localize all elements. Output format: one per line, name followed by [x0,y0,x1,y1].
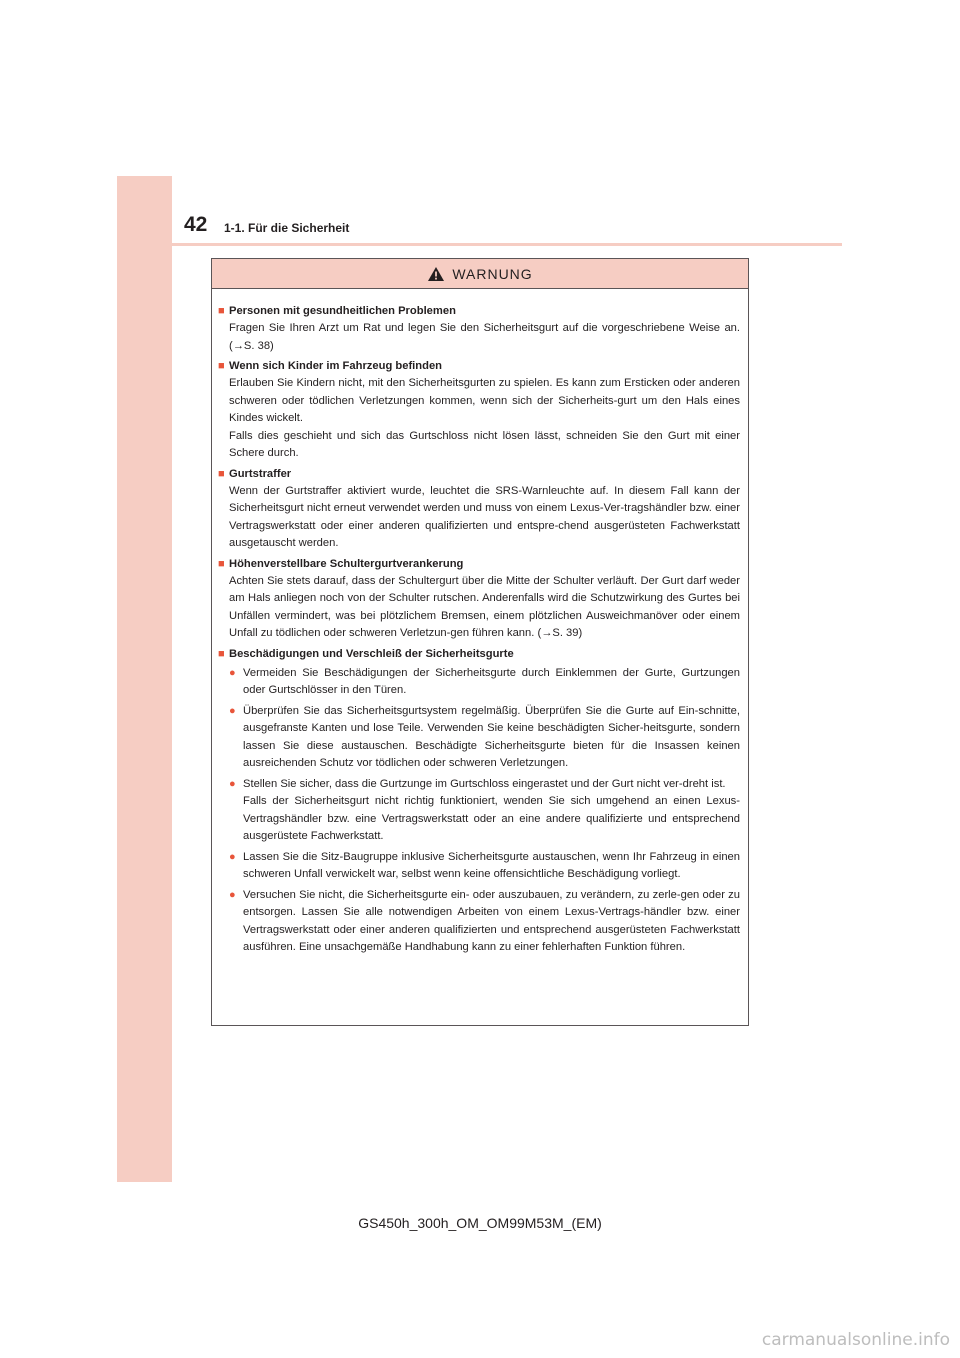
warning-title: WARNUNG [452,265,533,282]
sub-item: ● Vermeiden Sie Beschädigungen der Sicherheitsgurte durch Einklemmen der Gurte, Gurtzungen oder Gurtschlösser in den Türen. [218,665,740,700]
circle-bullet-icon: ● [229,850,236,863]
warning-triangle-icon [427,266,445,282]
warning-item-damage [218,646,740,957]
item-text: Fragen Sie Ihren Arzt um Rat und legen Sie den Sicherheitsgurt auf die vorgeschriebene Weise an. (→S. 38) [229,322,740,352]
watermark-link[interactable]: carmanualsonline.info [761,1330,950,1350]
warning-item-children [218,358,740,463]
circle-bullet-icon: ● [229,666,236,679]
square-bullet-icon: ■ [218,467,225,480]
item-text: Achten Sie stets darauf, dass der Schultergurt über die Mitte der Schulter verläuft. Der Gurt darf weder am Hals anliegen noch von der Schulter rutschen. Anderenfalls wird die Schutzwirkung des Gurtes bei Unfällen vermindert, was bei plötzlichem Bremsen, einem plötzlichen Ausweichmanöver oder einem Unfall zu tödlichen oder schweren Verletzun-gen führen kann. (→S. 39) [229,574,740,639]
header-divider [172,243,842,246]
warning-item-health [218,303,740,355]
warning-item-pretensioner [218,466,740,553]
square-bullet-icon: ■ [218,647,225,660]
side-color-band [117,176,172,1182]
item-heading: Höhenverstellbare Schultergurtverankerung [229,557,464,570]
item-text: Erlauben Sie Kindern nicht, mit den Sicherheitsgurten zu spielen. Es kann zum Ersticken oder anderen schweren oder tödlichen Verletzungen kommen, wenn sich der Sicherheits-gurt um den Hals eines Kindes wickelt. [229,377,740,424]
circle-bullet-icon: ● [229,704,236,717]
sub-item: ● Überprüfen Sie das Sicherheitsgurtsystem regelmäßig. Überprüfen Sie die Gurte auf Ein-schnitte, ausgefranste Kanten und lose Teile. Verwenden Sie keine beschädigten Sicher-heitsgurte, sondern lassen Sie diese austauschen. Beschädigte Sicherheitsgurte bieten für die Insassen keinen ausreichenden Schutz vor tödlichen oder schweren Verletzungen. [218,703,740,773]
item-text: Falls dies geschieht und sich das Gurtschloss nicht lösen lässt, schneiden Sie den Gurt mit einer Schere durch. [229,429,740,459]
document-code: GS450h_300h_OM_OM99M53M_(EM) [358,1215,602,1231]
sub-item: ● Versuchen Sie nicht, die Sicherheitsgurte ein- oder auszubauen, zu verändern, zu zerle-gen oder zu entsorgen. Lassen Sie alle notwendigen Arbeiten von einem Lexus-Vertrags-händler bzw. einer Vertragswerkstatt oder einer anderen qualifizierten und entsprechend ausgerüsteten Fachwerkstatt ausführen. Eine unsachgemäße Handhabung kann zu einer fehlerhaften Funktion führen. [218,887,740,957]
item-heading: Personen mit gesundheitlichen Problemen [229,305,456,317]
page-number: 42 [184,213,208,236]
square-bullet-icon: ■ [218,557,225,570]
circle-bullet-icon: ● [229,888,236,901]
item-heading: Beschädigungen und Verschleiß der Sicherheitsgurte [229,647,514,660]
sub-item-continued: Falls der Sicherheitsgurt nicht richtig funktioniert, wenden Sie sich umgehend an einen Lexus-Vertragshändler bzw. eine Vertragswerkstatt oder an eine andere qualifizierte und entsprechend ausgerüstete Fachwerkstatt. [243,795,740,842]
sub-item: ● Stellen Sie sicher, dass die Gurtzunge im Gurtschloss eingerastet und der Gurt nicht ver-dreht ist. [218,776,740,794]
square-bullet-icon: ■ [218,305,225,317]
warning-body [212,289,748,957]
item-text: Wenn der Gurtstraffer aktiviert wurde, leuchtet die SRS-Warnleuchte auf. In diesem Fall kann der Sicherheitsgurt nicht erneut verwendet werden und muss von einem Lexus-Ver-tragshändler bzw. einer Vertragswerkstatt oder einer anderen qualifizierten und entspre-chend ausgerüsteten Fachwerkstatt ausgetauscht werden. [229,484,740,549]
warning-header [212,259,748,289]
section-title: 1-1. Für die Sicherheit [224,221,350,235]
circle-bullet-icon: ● [229,777,236,790]
item-heading: Wenn sich Kinder im Fahrzeug befinden [229,360,442,372]
sub-item: ● Lassen Sie die Sitz-Baugruppe inklusive Sicherheitsgurte austauschen, wenn Ihr Fahrzeug in einen schweren Unfall verwickelt war, selbst wenn keine offensichtliche Beschädigung vorliegt. [218,849,740,884]
warning-box [211,258,749,1026]
warning-item-shoulder-anchor [218,556,740,643]
square-bullet-icon: ■ [218,360,225,372]
item-heading: Gurtstraffer [229,467,292,480]
